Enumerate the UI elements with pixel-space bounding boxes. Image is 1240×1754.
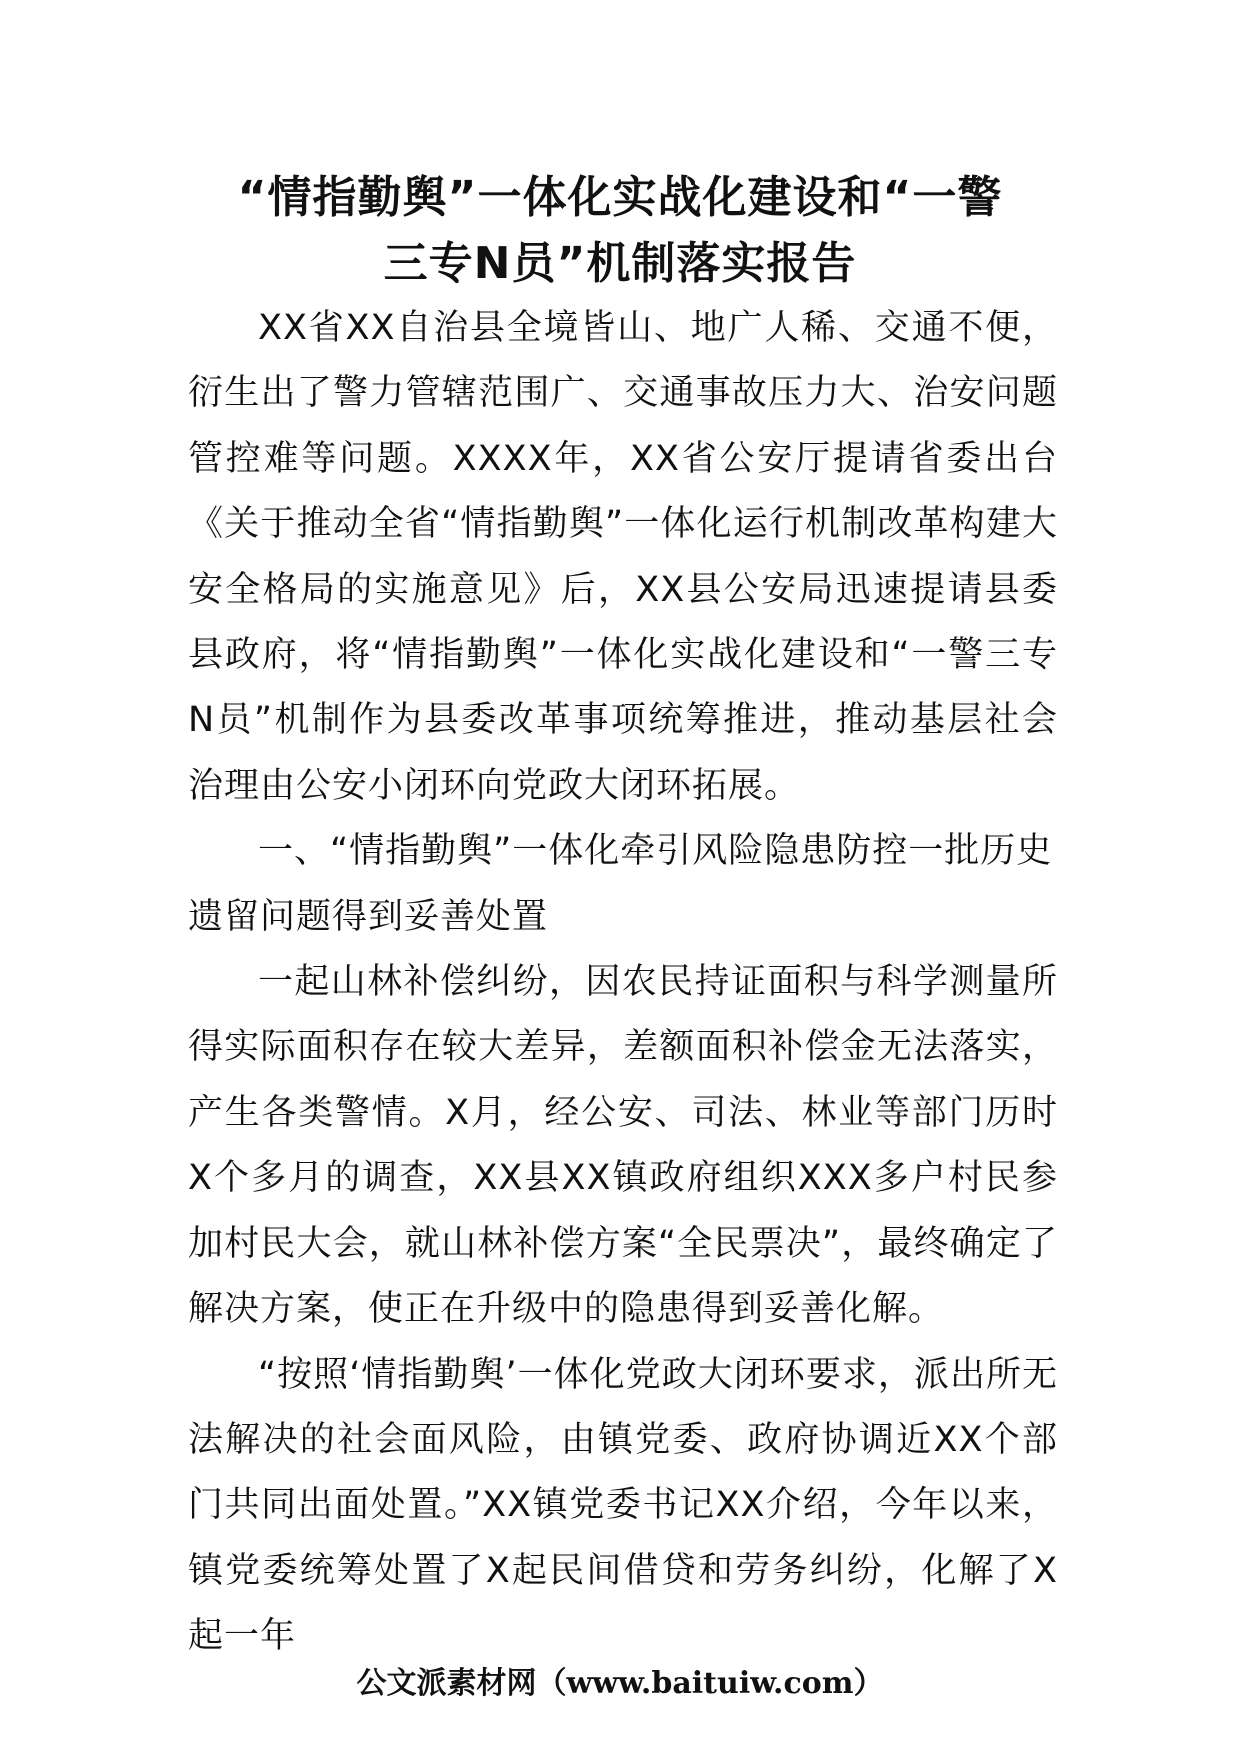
paragraph-party-quote: “按照‘情指勤舆’一体化党政大闭环要求，派出所无法解决的社会面风险，由镇党委、政府协调近XX个部门共同出面处置。”XX镇党委书记XX介绍，今年以来，镇党委统筹处置了X起民间借贷和劳务纠纷，化解了X起一年 [188, 1354, 1058, 1657]
paragraph-intro: XX省XX自治县全境皆山、地广人稀、交通不便，衍生出了警力管辖范围广、交通事故压力大、治安问题管控难等问题。XXXX年，XX省公安厅提请省委出台《关于推动全省“情指勤舆”一体化运行机制改革构建大安全格局的实施意见》后，XX县公安局迅速提请县委县政府，将“情指勤舆”一体化实战化建设和“一警三专N员”机制作为县委改革事项统筹推进，推动基层社会治理由公安小闭环向党政大闭环拓展。 [188, 308, 1058, 806]
document-body [188, 296, 1058, 1670]
paragraph-forest-dispute: 一起山林补偿纠纷，因农民持证面积与科学测量所得实际面积存在较大差异，差额面积补偿金无法落实，产生各类警情。X月，经公安、司法、林业等部门历时X个多月的调查，XX县XX镇政府组织XXX多户村民参加村民大会，就山林补偿方案“全民票决”，最终确定了解决方案，使正在升级中的隐患得到妥善化解。 [188, 962, 1058, 1330]
section-heading-1: 一、“情指勤舆”一体化牵引风险隐患防控一批历史遗留问题得到妥善处置 [188, 831, 1053, 937]
footer-watermark: 公文派素材网（www.baituiw.com） [356, 1666, 884, 1701]
title-line-1: “情指勤舆”一体化实战化建设和“一警 [237, 172, 1003, 223]
document-title [150, 165, 1090, 297]
title-line-2: 三专N员”机制落实报告 [383, 238, 857, 289]
